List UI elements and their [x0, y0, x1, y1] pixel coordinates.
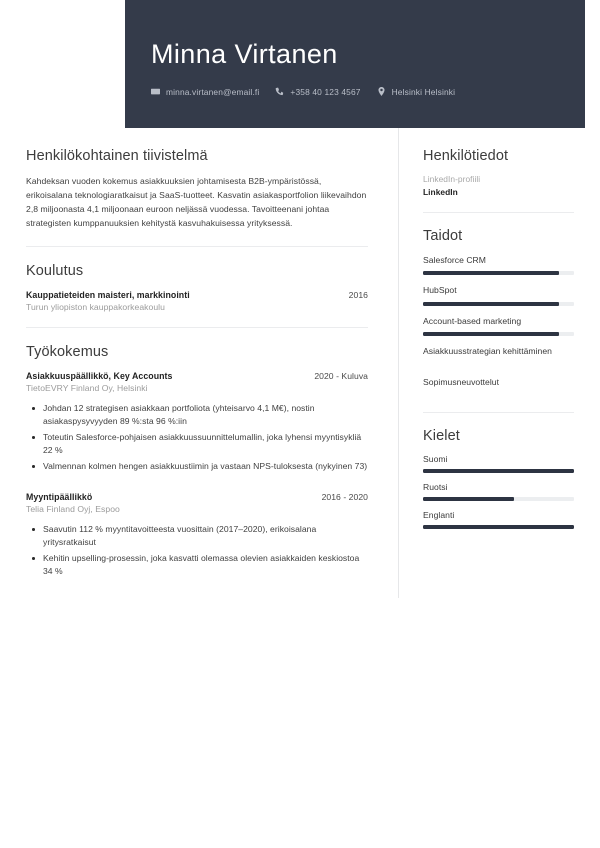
job-achievements	[26, 402, 368, 474]
list-item: Saavutin 112 % myyntitavoitteesta vuosittain (2017–2020), erikoisalana yritysratkaisut	[43, 523, 368, 550]
spacer	[26, 478, 368, 492]
section-skills	[423, 228, 574, 397]
skills-heading: Taidot	[423, 228, 463, 244]
entry-head	[26, 492, 368, 502]
detail-label: LinkedIn-profiili	[423, 174, 481, 184]
divider	[423, 212, 574, 213]
job-date: 2020 - Kuluva	[314, 370, 368, 381]
skill-item	[423, 284, 574, 305]
skill-item	[423, 376, 574, 397]
divider	[26, 327, 368, 328]
sidebar-column	[398, 128, 600, 598]
education-heading: Koulutus	[26, 262, 84, 279]
language-level-bar	[423, 525, 574, 529]
skill-level-bar	[423, 332, 574, 336]
section-education	[26, 263, 368, 312]
language-level-fill	[423, 497, 514, 501]
skill-item	[423, 315, 574, 336]
education-title: Kauppatieteiden maisteri, markkinointi	[26, 289, 190, 300]
skill-label: Salesforce CRM	[423, 255, 486, 265]
contact-location	[377, 87, 456, 97]
list-item: Johdan 12 strategisen asiakkaan portfoliota (yhteisarvo 4,1 M€), nostin asiakaspysyvyyden 89 %:sta 96 %:iin	[43, 402, 368, 429]
contact-phone[interactable]	[275, 87, 360, 97]
summary-text: Kahdeksan vuoden kokemus asiakkuuksien johtamisesta B2B-ympäristössä, erikoisalana teknologiaratkaisut ja SaaS-tuotteet. Kasvatin asiakasportfolion liikevaihdon 2,8 miljoonasta 4,1 miljoonaan euroon neljässä vuodessa. Tavoitteenani johtaa strategisten kumppanuuksien kehitystä kasvuhakuisessa yrityksessä.	[26, 176, 367, 228]
list-item: Toteutin Salesforce-pohjaisen asiakkuussuunnittelumallin, joka lyhensi myyntisykliä 22 %	[43, 431, 368, 458]
job-employer: TietoEVRY Finland Oy, Helsinki	[26, 382, 148, 393]
entry-head	[26, 371, 368, 381]
detail-item	[423, 174, 574, 197]
summary-heading: Henkilökohtainen tiivistelmä	[26, 148, 208, 164]
divider	[26, 246, 368, 247]
language-label: Ruotsi	[423, 482, 448, 493]
contact-phone-text: +358 40 123 4567	[290, 86, 361, 97]
skill-level-bar	[423, 302, 574, 306]
phone-icon	[275, 87, 284, 96]
resume-body	[0, 128, 600, 598]
language-label: Suomi	[423, 454, 448, 465]
location-pin-icon	[377, 87, 386, 96]
contact-email-text: minna.virtanen@email.fi	[166, 86, 260, 97]
language-level-bar	[423, 469, 574, 473]
skill-level-fill	[423, 271, 559, 275]
language-item	[423, 454, 574, 473]
job-achievements	[26, 523, 368, 579]
resume-header	[125, 0, 585, 128]
section-languages	[423, 428, 574, 529]
experience-entry	[26, 492, 368, 579]
job-date: 2016 - 2020	[321, 491, 368, 502]
skill-label: Sopimusneuvottelut	[423, 376, 500, 387]
skill-item	[423, 254, 574, 275]
skill-label: Asiakkuusstrategian kehittäminen	[423, 346, 552, 357]
skill-level-fill	[423, 332, 559, 336]
details-heading: Henkilötiedot	[423, 148, 509, 164]
skill-level-fill	[423, 302, 559, 306]
skill-level-bar	[423, 271, 574, 275]
list-item: Kehitin upselling-prosessin, joka kasvatti olemassa olevien asiakkaiden keskiostoa 34 %	[43, 552, 368, 579]
language-item	[423, 482, 574, 501]
language-label: Englanti	[423, 510, 455, 521]
contact-location-text: Helsinki Helsinki	[391, 86, 456, 97]
divider	[423, 412, 574, 413]
skill-label: Account-based marketing	[423, 315, 522, 326]
skill-item	[423, 345, 574, 366]
entry-head	[26, 290, 368, 300]
experience-heading: Työkokemus	[26, 343, 109, 360]
experience-entry	[26, 371, 368, 474]
skill-label: HubSpot	[423, 285, 457, 296]
job-title: Asiakkuuspäällikkö, Key Accounts	[26, 370, 173, 381]
candidate-name: Minna Virtanen	[151, 39, 338, 69]
contact-row	[151, 87, 585, 97]
detail-value[interactable]: LinkedIn	[423, 187, 458, 197]
section-experience	[26, 344, 368, 579]
education-entry	[26, 290, 368, 312]
section-personal-details	[423, 148, 574, 197]
language-level-fill	[423, 469, 574, 473]
language-level-fill	[423, 525, 574, 529]
envelope-icon	[151, 87, 160, 96]
language-item	[423, 510, 574, 529]
section-summary	[26, 148, 368, 231]
job-title: Myyntipäällikkö	[26, 491, 93, 502]
contact-email[interactable]	[151, 87, 259, 97]
language-level-bar	[423, 497, 574, 501]
education-date: 2016	[348, 289, 368, 300]
main-column	[0, 128, 398, 598]
languages-heading: Kielet	[423, 428, 460, 445]
education-institution: Turun yliopiston kauppakorkeakoulu	[26, 301, 165, 312]
list-item: Valmennan kolmen hengen asiakkuustiimin ja vastaan NPS-tuloksesta (nykyinen 73)	[43, 460, 368, 474]
job-employer: Telia Finland Oyj, Espoo	[26, 503, 120, 514]
